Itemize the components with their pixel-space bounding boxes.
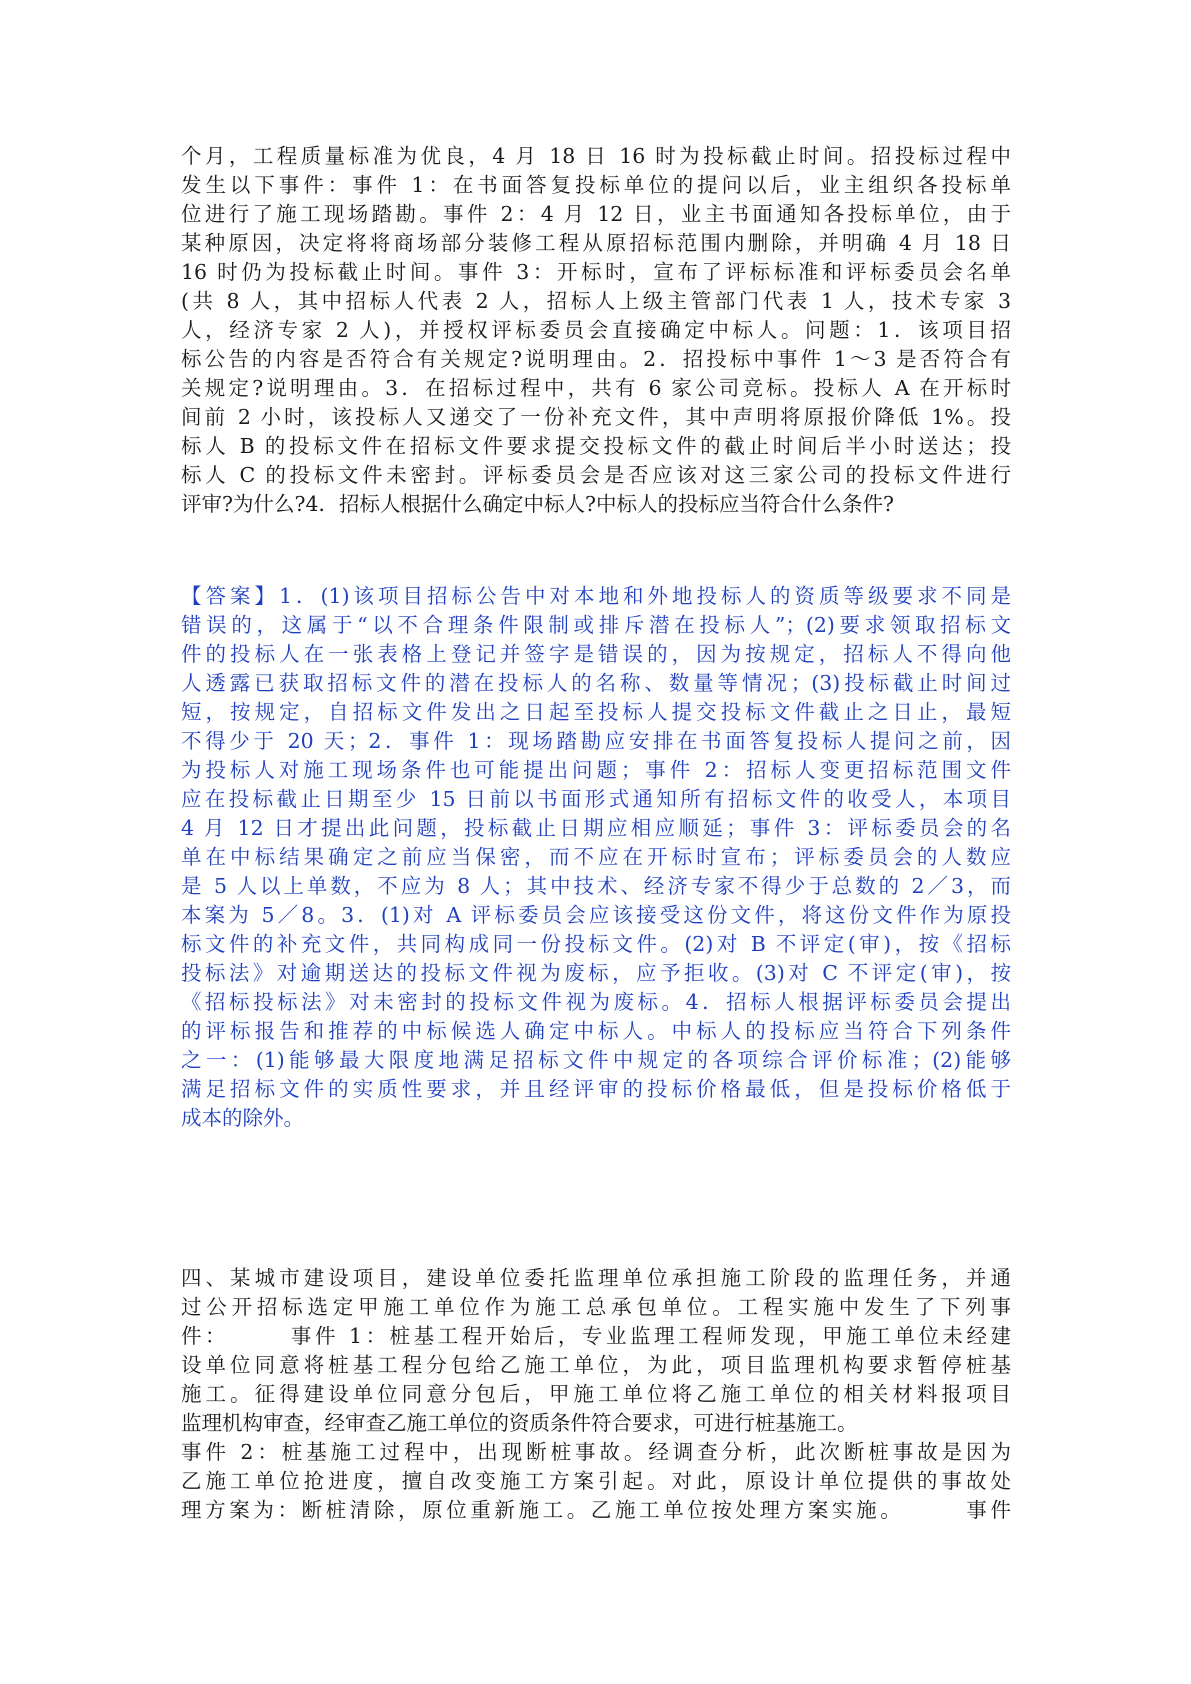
text-line: 应在投标截止日期至少 15 日前以书面形式通知所有招标文件的收受人，本项目	[181, 787, 1011, 811]
answer-paragraph	[181, 582, 1011, 1133]
text-line: 位进行了施工现场踏勘。事件 2：4 月 12 日，业主书面通知各投标单位，由于	[181, 202, 1011, 226]
text-line: 标公告的内容是否符合有关规定?说明理由。2．招投标中事件 1～3 是否符合有	[181, 347, 1011, 371]
text-line: 《招标投标法》对未密封的投标文件视为废标。4．招标人根据评标委员会提出	[181, 990, 1011, 1014]
text-line: 单在中标结果确定之前应当保密，而不应在开标时宣布；评标委员会的人数应	[181, 845, 1011, 869]
text-line: 个月，工程质量标准为优良，4 月 18 日 16 时为投标截止时间。招投标过程中	[181, 144, 1011, 168]
text-line: 件的投标人在一张表格上登记并签字是错误的，因为按规定，招标人不得向他	[181, 642, 1011, 666]
text-line: 事件 2：桩基施工过程中，出现断桩事故。经调查分析，此次断桩事故是因为	[181, 1440, 1011, 1464]
text-line: 投标法》对逾期送达的投标文件视为废标，应予拒收。(3)对 C 不评定(审)，按	[181, 961, 1011, 985]
text-line: 4 月 12 日才提出此问题，投标截止日期应相应顺延；事件 3：评标委员会的名	[181, 816, 1011, 840]
text-line: 标人 B 的投标文件在招标文件要求提交投标文件的截止时间后半小时送达；投	[181, 434, 1011, 458]
text-line: 满足招标文件的实质性要求，并且经评审的投标价格最低，但是投标价格低于	[181, 1077, 1011, 1101]
text-line: 错误的，这属于“以不合理条件限制或排斥潜在投标人”；(2)要求领取招标文	[181, 613, 1011, 637]
text-line: 【答案】1．(1)该项目招标公告中对本地和外地投标人的资质等级要求不同是	[181, 584, 1011, 608]
text-line: 发生以下事件：事件 1：在书面答复投标单位的提问以后，业主组织各投标单	[181, 173, 1011, 197]
text-line: 四、某城市建设项目，建设单位委托监理单位承担施工阶段的监理任务，并通	[181, 1266, 1011, 1290]
text-line: 标人 C 的投标文件未密封。评标委员会是否应该对这三家公司的投标文件进行	[181, 463, 1011, 487]
text-line: 监理机构审查，经审查乙施工单位的资质条件符合要求，可进行桩基施工。	[181, 1411, 858, 1435]
text-line: 某种原因，决定将将商场部分装修工程从原招标范围内删除，并明确 4 月 18 日	[181, 231, 1011, 255]
text-line: 的评标报告和推荐的中标候选人确定中标人。中标人的投标应当符合下列条件	[181, 1019, 1011, 1043]
text-line: 人，经济专家 2 人)，并授权评标委员会直接确定中标人。问题：1．该项目招	[181, 318, 1011, 342]
text-line: 不得少于 20 天；2．事件 1：现场踏勘应安排在书面答复投标人提问之前，因	[181, 729, 1011, 753]
text-line: 关规定?说明理由。3．在招标过程中，共有 6 家公司竞标。投标人 A 在开标时	[181, 376, 1011, 400]
text-line: 之一：(1)能够最大限度地满足招标文件中规定的各项综合评价标准；(2)能够	[181, 1048, 1011, 1072]
text-line: 乙施工单位抢进度，擅自改变施工方案引起。对此，原设计单位提供的事故处	[181, 1469, 1011, 1493]
text-line: 为投标人对施工现场条件也可能提出问题；事件 2：招标人变更招标范围文件	[181, 758, 1011, 782]
question-3-paragraph	[181, 142, 1011, 519]
text-line: 评审?为什么?4．招标人根据什么确定中标人?中标人的投标应当符合什么条件?	[181, 492, 895, 516]
text-line: 成本的除外。	[181, 1106, 304, 1130]
text-line: 理方案为：断桩清除，原位重新施工。乙施工单位按处理方案实施。 事件	[181, 1498, 1011, 1522]
text-line: 是 5 人以上单数，不应为 8 人；其中技术、经济专家不得少于总数的 2／3，而	[181, 874, 1011, 898]
text-line: 过公开招标选定甲施工单位作为施工总承包单位。工程实施中发生了下列事	[181, 1295, 1011, 1319]
text-line: 施工。征得建设单位同意分包后，甲施工单位将乙施工单位的相关材料报项目	[181, 1382, 1011, 1406]
text-line: 短，按规定，自招标文件发出之日起至投标人提交投标文件截止之日止，最短	[181, 700, 1011, 724]
text-line: 16 时仍为投标截止时间。事件 3：开标时，宣布了评标标准和评标委员会名单	[181, 260, 1011, 284]
text-line: 本案为 5／8。3．(1)对 A 评标委员会应该接受这份文件，将这份文件作为原投	[181, 903, 1011, 927]
text-line: 间前 2 小时，该投标人又递交了一份补充文件，其中声明将原报价降低 1%。投	[181, 405, 1011, 429]
text-line: 件： 事件 1：桩基工程开始后，专业监理工程师发现，甲施工单位未经建	[181, 1324, 1011, 1348]
text-line: (共 8 人，其中招标人代表 2 人，招标人上级主管部门代表 1 人，技术专家 3	[181, 289, 1011, 313]
question-4-paragraph	[181, 1264, 1011, 1525]
text-line: 标文件的补充文件，共同构成同一份投标文件。(2)对 B 不评定(审)，按《招标	[181, 932, 1011, 956]
text-line: 人透露已获取招标文件的潜在投标人的名称、数量等情况；(3)投标截止时间过	[181, 671, 1011, 695]
text-line: 设单位同意将桩基工程分包给乙施工单位，为此，项目监理机构要求暂停桩基	[181, 1353, 1011, 1377]
